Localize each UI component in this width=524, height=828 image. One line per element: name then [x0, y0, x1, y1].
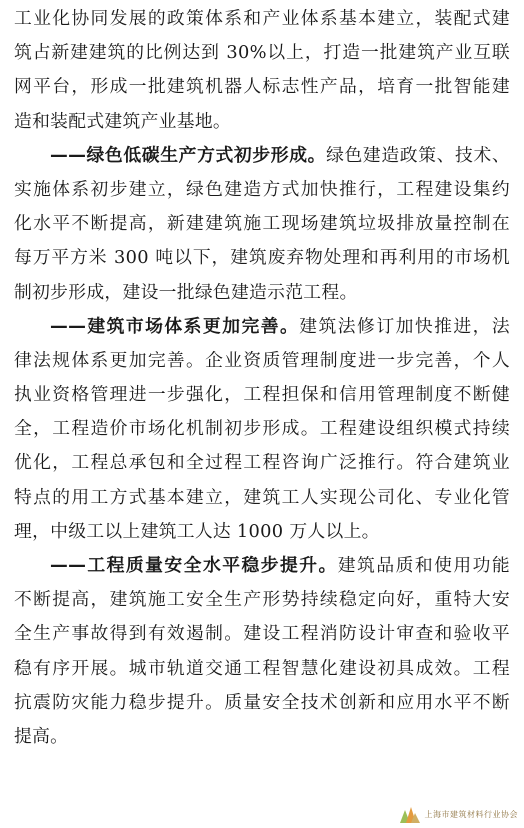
- text-line: 提高。: [14, 725, 69, 747]
- text-line: 全生产事故得到有效遏制。建设工程消防设计审查和验收平: [14, 623, 510, 645]
- text-line: 每万平方米 300 吨以下，建筑废弃物处理和再利用的市场机: [14, 247, 510, 269]
- section-heading: ——绿色低碳生产方式初步形成。: [50, 144, 327, 166]
- text-line: 律法规体系更加完善。企业资质管理制度进一步完善，个人: [14, 349, 510, 371]
- text-line: 全，工程造价市场化机制初步形成。工程建设组织模式持续: [14, 418, 510, 440]
- text-line: 造和装配式建筑产业基地。: [14, 110, 231, 132]
- text-line: 优化，工程总承包和全过程工程咨询广泛推行。符合建筑业: [14, 452, 510, 474]
- text-line: 工业化协同发展的政策体系和产业体系基本建立，装配式建: [14, 8, 510, 29]
- text-line: 筑占新建建筑的比例达到 30%以上，打造一批建筑产业互联: [14, 42, 510, 64]
- text-line: 制初步形成，建设一批绿色建造示范工程。: [14, 281, 358, 303]
- watermark-text: 上海市建筑材料行业协会: [424, 809, 518, 819]
- text-line: 不断提高，建筑施工安全生产形势持续稳定向好，重特大安: [14, 589, 510, 611]
- heading-line: ——绿色低碳生产方式初步形成。绿色建造政策、技术、: [50, 144, 510, 166]
- document-body: [14, 2, 510, 754]
- text-line: 稳有序开展。城市轨道交通工程智慧化建设初具成效。工程: [14, 657, 510, 679]
- section-heading: ——建筑市场体系更加完善。: [50, 315, 300, 337]
- association-logo-icon: [399, 804, 421, 824]
- heading-line: ——工程质量安全水平稳步提升。建筑品质和使用功能: [50, 555, 510, 576]
- section-heading: ——工程质量安全水平稳步提升。: [50, 555, 338, 576]
- text-line: 实施体系初步建立，绿色建造方式加快推行，工程建设集约: [14, 178, 510, 200]
- text-line: 化水平不断提高，新建建筑施工现场建筑垃圾排放量控制在: [14, 213, 510, 235]
- text-line: 理，中级工以上建筑工人达 1000 万人以上。: [14, 520, 380, 542]
- watermark: [399, 804, 519, 824]
- heading-line: ——建筑市场体系更加完善。建筑法修订加快推进，法: [50, 315, 510, 337]
- text-line: 网平台，形成一批建筑机器人标志性产品，培育一批智能建: [14, 76, 510, 98]
- text-line: 特点的用工方式基本建立，建筑工人实现公司化、专业化管: [14, 486, 510, 508]
- text-line: 抗震防灾能力稳步提升。质量安全技术创新和应用水平不断: [14, 691, 510, 713]
- text-line: 执业资格管理进一步强化，工程担保和信用管理制度不断健: [14, 384, 510, 406]
